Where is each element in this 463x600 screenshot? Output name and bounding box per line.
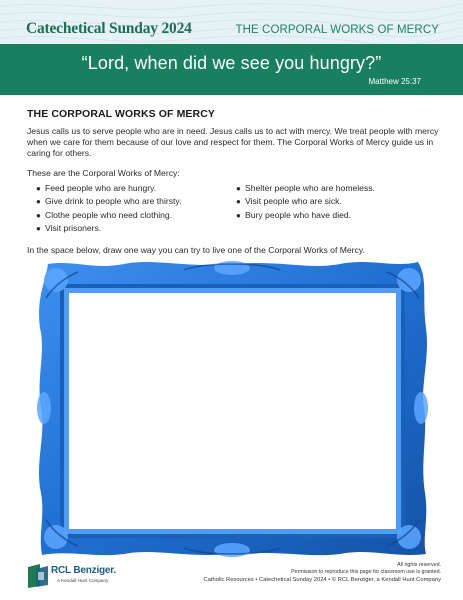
publisher-logo <box>26 563 136 593</box>
page-heading: THE CORPORAL WORKS OF MERCY <box>27 108 216 120</box>
scripture-citation: Matthew 25:37 <box>368 77 421 86</box>
header-bar <box>0 0 463 44</box>
list-item: ● Clothe people who need clothing. <box>36 209 236 223</box>
credit-text: Catholic Resources • Catechetical Sunday 2024 • © RCL Benziger, a Kendall Hunt Company <box>203 576 441 583</box>
quote-banner <box>0 44 463 95</box>
permission-text: Permission to reproduce this page for classroom use is granted. <box>291 569 441 576</box>
scripture-quote: “Lord, when did we see you hungry?” <box>81 53 382 73</box>
logo-subtitle: A Kendall Hunt Company <box>57 578 109 583</box>
works-list-left <box>27 182 236 236</box>
list-item: ● Bury people who have died. <box>236 209 436 223</box>
drawing-area[interactable] <box>69 293 396 529</box>
footer-copyright <box>203 562 441 584</box>
works-list <box>27 182 442 236</box>
list-title: These are the Corporal Works of Mercy: <box>27 167 180 178</box>
picture-frame <box>34 258 431 559</box>
bullet-icon: ● <box>36 224 41 234</box>
list-item: ● Visit prisoners. <box>36 222 236 236</box>
bullet-icon: ● <box>236 183 241 193</box>
bullet-icon: ● <box>236 210 241 220</box>
list-item: ● Feed people who are hungry. <box>36 182 236 196</box>
drawing-instruction: In the space below, draw one way you can try to live one of the Corporal Works of Mercy. <box>27 244 365 255</box>
intro-paragraph: Jesus calls us to serve people who are in need. Jesus calls us to act with mercy. We treat people with mercy when we care for them because of our love and respect for them. The Corporal Works of Mercy guide us in caring for others. <box>27 126 439 159</box>
bullet-icon: ● <box>36 197 41 207</box>
rights-text: All rights reserved. <box>397 562 441 568</box>
logo-name: RCL Benziger. <box>51 565 117 576</box>
section-title: THE CORPORAL WORKS OF MERCY <box>235 24 439 36</box>
bullet-icon: ● <box>36 210 41 220</box>
bullet-icon: ● <box>36 183 41 193</box>
brand-title: Catechetical Sunday 2024 <box>26 20 192 37</box>
main-content <box>27 108 442 255</box>
rcl-logo-icon <box>26 563 50 589</box>
list-item: ● Give drink to people who are thirsty. <box>36 195 236 209</box>
bullet-icon: ● <box>236 197 241 207</box>
works-list-right <box>236 182 436 236</box>
list-item: ● Shelter people who are homeless. <box>236 182 436 196</box>
list-item: ● Visit people who are sick. <box>236 195 436 209</box>
